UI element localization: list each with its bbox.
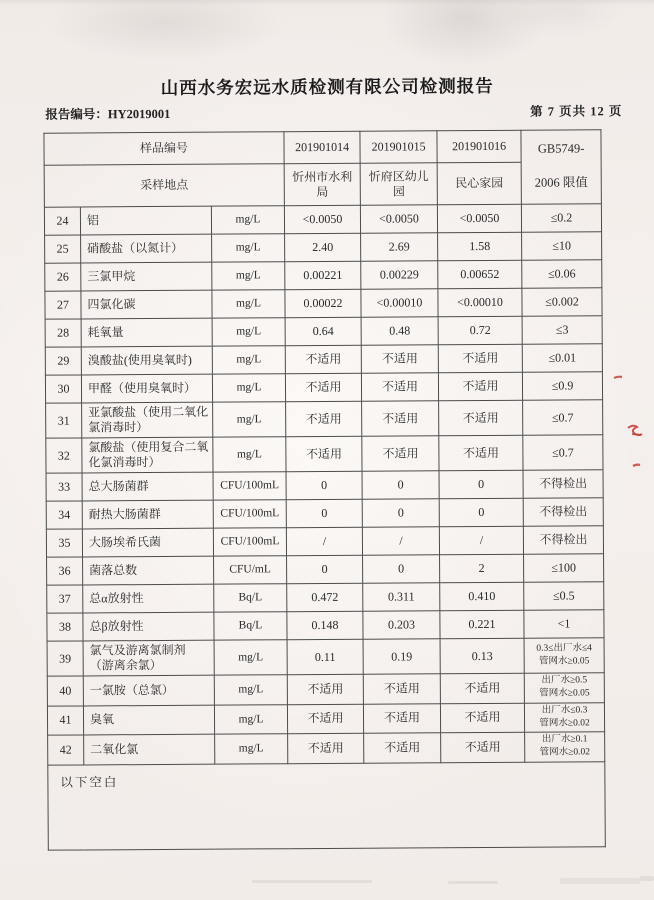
cell-value-sample3: 0.221 (440, 610, 524, 639)
footer-row (48, 762, 606, 850)
cell-parameter-name: 甲醛（使用臭氧时） (81, 374, 212, 403)
cell-limit: ≤0.002 (522, 288, 602, 316)
cell-unit: mg/L (212, 346, 285, 374)
sample-id-cell: 201901015 (360, 131, 437, 163)
cell-limit: 不得检出 (523, 470, 603, 498)
cell-value-sample3: 0.410 (440, 582, 524, 611)
report-number-label: 报告编号： (45, 107, 108, 122)
cell-value-sample2: 0 (362, 471, 439, 499)
limit-header-line2: 2006 限值 (534, 174, 588, 190)
cell-unit: mg/L (211, 206, 284, 234)
cell-value-sample2: <0.0050 (360, 205, 437, 233)
cell-unit: mg/L (214, 704, 287, 734)
cell-value-sample2: 2.69 (361, 233, 438, 261)
cell-limit: ≤0.06 (522, 260, 602, 288)
cell-value-sample2: <0.00010 (361, 289, 438, 317)
cell-parameter-name: 三氯甲烷 (81, 262, 212, 291)
table-row (46, 498, 603, 529)
cell-parameter-name: 总β放射性 (83, 612, 214, 641)
scan-streak (560, 878, 640, 884)
scan-edge-shadow (0, 0, 654, 6)
cell-row-number: 34 (46, 501, 82, 529)
cell-value-sample1: 0.148 (287, 611, 363, 639)
cell-value-sample1: 不适用 (287, 704, 363, 734)
cell-row-number: 39 (47, 641, 83, 676)
cell-unit: CFU/100mL (213, 528, 286, 556)
cell-value-sample2: 0.203 (363, 611, 440, 639)
cell-value-sample2: 不适用 (362, 401, 439, 436)
cell-value-sample1: 0 (286, 471, 362, 499)
cell-value-sample2: 不适用 (361, 345, 438, 373)
cell-parameter-name: 氯酸盐（使用复合二氧化氯消毒时） (82, 437, 213, 473)
cell-limit: 出厂水≤0.3 管网水≥0.02 (524, 702, 604, 732)
cell-row-number: 32 (46, 438, 82, 473)
cell-limit: ≤100 (524, 554, 604, 582)
cell-row-number: 30 (45, 375, 81, 403)
cell-limit: ≤0.9 (522, 372, 602, 400)
cell-row-number: 31 (46, 403, 82, 438)
header-row-sample-ids (44, 130, 601, 165)
cell-value-sample3: <0.0050 (437, 204, 521, 233)
cell-row-number: 24 (44, 207, 80, 235)
cell-parameter-name: 亚氯酸盐（使用二氧化氯消毒时） (82, 402, 213, 438)
table-row (47, 702, 604, 735)
cell-value-sample1: 0.00022 (285, 289, 361, 317)
cell-unit: CFU/100mL (213, 500, 286, 528)
scan-streak (640, 876, 654, 881)
cell-parameter-name: 耗氧量 (81, 318, 212, 347)
table-row (47, 554, 604, 585)
cell-limit: 0.3≤出厂水≤4 管网水≥0.05 (524, 638, 604, 673)
table-row (45, 344, 602, 375)
blank-note-cell: 以下空白 (48, 762, 606, 850)
table-row (46, 526, 603, 557)
cell-value-sample2: 0.311 (363, 583, 440, 611)
cell-unit: mg/L (212, 234, 285, 262)
cell-limit: ≤0.5 (524, 582, 604, 610)
cell-value-sample2: 不适用 (363, 674, 440, 704)
cell-row-number: 28 (45, 319, 81, 347)
sample-id-cell: 201901016 (437, 130, 521, 163)
cell-value-sample1: 0 (287, 555, 363, 583)
cell-value-sample2: 0.48 (361, 317, 438, 345)
sample-site-cell: 民心家园 (437, 162, 521, 205)
sample-id-cell: 201901014 (284, 131, 360, 163)
cell-parameter-name: 大肠埃希氏菌 (82, 528, 213, 557)
cell-parameter-name: 硝酸盐（以氮计） (81, 234, 212, 263)
results-table-wrap (43, 129, 605, 850)
cell-unit: mg/L (212, 262, 285, 290)
sample-site-label-cell: 采样地点 (44, 164, 284, 207)
cell-value-sample1: / (286, 527, 362, 555)
cell-value-sample3: / (439, 526, 523, 555)
cell-value-sample1: 不适用 (288, 733, 364, 763)
cell-value-sample2: / (362, 527, 439, 555)
cell-value-sample3: 0.72 (438, 316, 522, 345)
cell-value-sample1: 不适用 (287, 674, 363, 704)
cell-value-sample3: 不适用 (438, 344, 522, 373)
cell-unit: CFU/100mL (213, 472, 286, 500)
report-number-value: HY2019001 (107, 106, 171, 122)
results-thead (44, 130, 601, 207)
cell-value-sample3: 0.00652 (438, 260, 522, 289)
cell-row-number: 36 (47, 557, 83, 585)
cell-parameter-name: 耐热大肠菌群 (82, 500, 213, 529)
cell-row-number: 37 (47, 585, 83, 613)
cell-row-number: 33 (46, 473, 82, 501)
cell-row-number: 40 (47, 676, 83, 706)
cell-row-number: 25 (45, 235, 81, 263)
cell-limit: ≤10 (522, 232, 602, 260)
cell-unit: Bq/L (214, 584, 287, 612)
table-row (45, 316, 602, 347)
cell-value-sample2: 不适用 (364, 733, 441, 763)
cell-value-sample2: 0.19 (363, 639, 440, 674)
cell-value-sample1: 2.40 (285, 233, 361, 261)
cell-value-sample3: <0.00010 (438, 288, 522, 317)
scan-streak (448, 881, 498, 884)
cell-limit: 出厂水≥0.1 管网水≥0.02 (525, 732, 605, 762)
cell-parameter-name: 铝 (80, 206, 211, 235)
cell-value-sample2: 不适用 (362, 436, 439, 471)
cell-value-sample3: 不适用 (441, 732, 525, 762)
cell-unit: mg/L (212, 374, 285, 402)
table-row (46, 435, 603, 473)
cell-unit: CFU/mL (214, 556, 287, 584)
table-row (47, 638, 604, 676)
table-row (45, 232, 602, 263)
table-row (45, 260, 602, 291)
cell-row-number: 42 (48, 735, 84, 765)
cell-row-number: 29 (45, 347, 81, 375)
cell-parameter-name: 四氯化碳 (81, 290, 212, 319)
cell-unit: mg/L (213, 402, 286, 437)
cell-limit: ≤0.01 (522, 344, 602, 372)
limit-header-cell (521, 130, 601, 204)
limit-header-line1: GB5749- (537, 141, 585, 156)
report-number (45, 104, 170, 123)
cell-value-sample1: 不适用 (286, 401, 362, 436)
cell-limit: 不得检出 (523, 526, 603, 554)
cell-value-sample3: 不适用 (440, 673, 524, 703)
cell-unit: mg/L (213, 437, 286, 472)
cell-limit: ≤3 (522, 316, 602, 344)
table-row (47, 673, 604, 706)
cell-parameter-name: 菌落总数 (83, 556, 214, 585)
cell-unit: mg/L (212, 318, 285, 346)
cell-parameter-name: 二氧化氯 (84, 734, 215, 764)
cell-parameter-name: 溴酸盐(使用臭氧时) (81, 346, 212, 375)
cell-unit: mg/L (212, 290, 285, 318)
cell-limit: ≤0.7 (523, 435, 603, 470)
cell-unit: mg/L (214, 675, 287, 705)
cell-value-sample1: 0.64 (285, 317, 361, 345)
cell-value-sample3: 0.13 (440, 638, 524, 674)
table-row (45, 288, 602, 319)
table-row (46, 400, 603, 438)
cell-row-number: 26 (45, 263, 81, 291)
table-row (44, 204, 601, 235)
cell-row-number: 27 (45, 291, 81, 319)
cell-value-sample2: 不适用 (363, 703, 440, 733)
cell-value-sample2: 0 (363, 555, 440, 583)
cell-limit: <1 (524, 610, 604, 638)
table-row (47, 610, 604, 641)
cell-value-sample3: 不适用 (438, 372, 522, 401)
report-meta-row (45, 101, 622, 123)
cell-value-sample3: 不适用 (440, 703, 524, 733)
cell-limit: 不得检出 (523, 498, 603, 526)
results-table (43, 129, 605, 850)
scan-streak (252, 880, 372, 883)
cell-unit: Bq/L (214, 612, 287, 640)
cell-value-sample1: <0.0050 (284, 205, 360, 233)
cell-limit: 出厂水≥0.5 管网水≥0.05 (524, 673, 604, 703)
cell-value-sample3: 1.58 (438, 232, 522, 261)
cell-value-sample2: 不适用 (361, 373, 438, 401)
table-row (47, 582, 604, 613)
cell-value-sample1: 0.472 (287, 583, 363, 611)
cell-row-number: 38 (47, 613, 83, 641)
table-row (45, 372, 602, 403)
cell-row-number: 35 (46, 529, 82, 557)
sample-site-cell: 忻州市水利局 (284, 163, 360, 205)
cell-parameter-name: 总大肠菌群 (82, 472, 213, 501)
cell-value-sample1: 0.00221 (285, 261, 361, 289)
table-row (48, 732, 605, 765)
table-row (46, 470, 603, 501)
cell-parameter-name: 氯气及游离氯制剂 （游离余氯） (83, 640, 214, 676)
cell-limit: ≤0.2 (521, 204, 601, 232)
cell-unit: mg/L (215, 734, 288, 764)
cell-value-sample3: 0 (439, 470, 523, 499)
cell-value-sample1: 不适用 (285, 345, 361, 373)
cell-value-sample1: 0.11 (287, 639, 363, 674)
header-row-sample-sites (44, 162, 601, 207)
cell-parameter-name: 总α放射性 (83, 584, 214, 613)
cell-value-sample3: 不适用 (439, 400, 523, 436)
cell-value-sample1: 不适用 (285, 373, 361, 401)
page-title: 山西水务宏远水质检测有限公司检测报告 (160, 75, 494, 98)
cell-value-sample2: 0.00229 (361, 261, 438, 289)
cell-value-sample3: 不适用 (439, 435, 523, 471)
red-ink-marks (606, 368, 654, 480)
cell-parameter-name: 臭氧 (83, 705, 214, 735)
cell-value-sample3: 0 (439, 498, 523, 527)
cell-row-number: 41 (47, 706, 83, 736)
cell-value-sample3: 2 (440, 554, 524, 583)
cell-unit: mg/L (214, 640, 287, 675)
page-indicator: 第 7 页共 12 页 (530, 104, 623, 119)
results-tfoot (48, 762, 606, 850)
cell-value-sample2: 0 (362, 499, 439, 527)
cell-parameter-name: 一氯胺（总氯） (83, 675, 214, 705)
results-tbody (44, 204, 604, 765)
cell-value-sample1: 不适用 (286, 436, 362, 471)
sample-site-cell: 忻府区幼儿园 (360, 163, 437, 205)
cell-value-sample1: 0 (286, 499, 362, 527)
cell-limit: ≤0.7 (523, 400, 603, 435)
sample-no-label-cell: 样品编号 (44, 132, 284, 165)
